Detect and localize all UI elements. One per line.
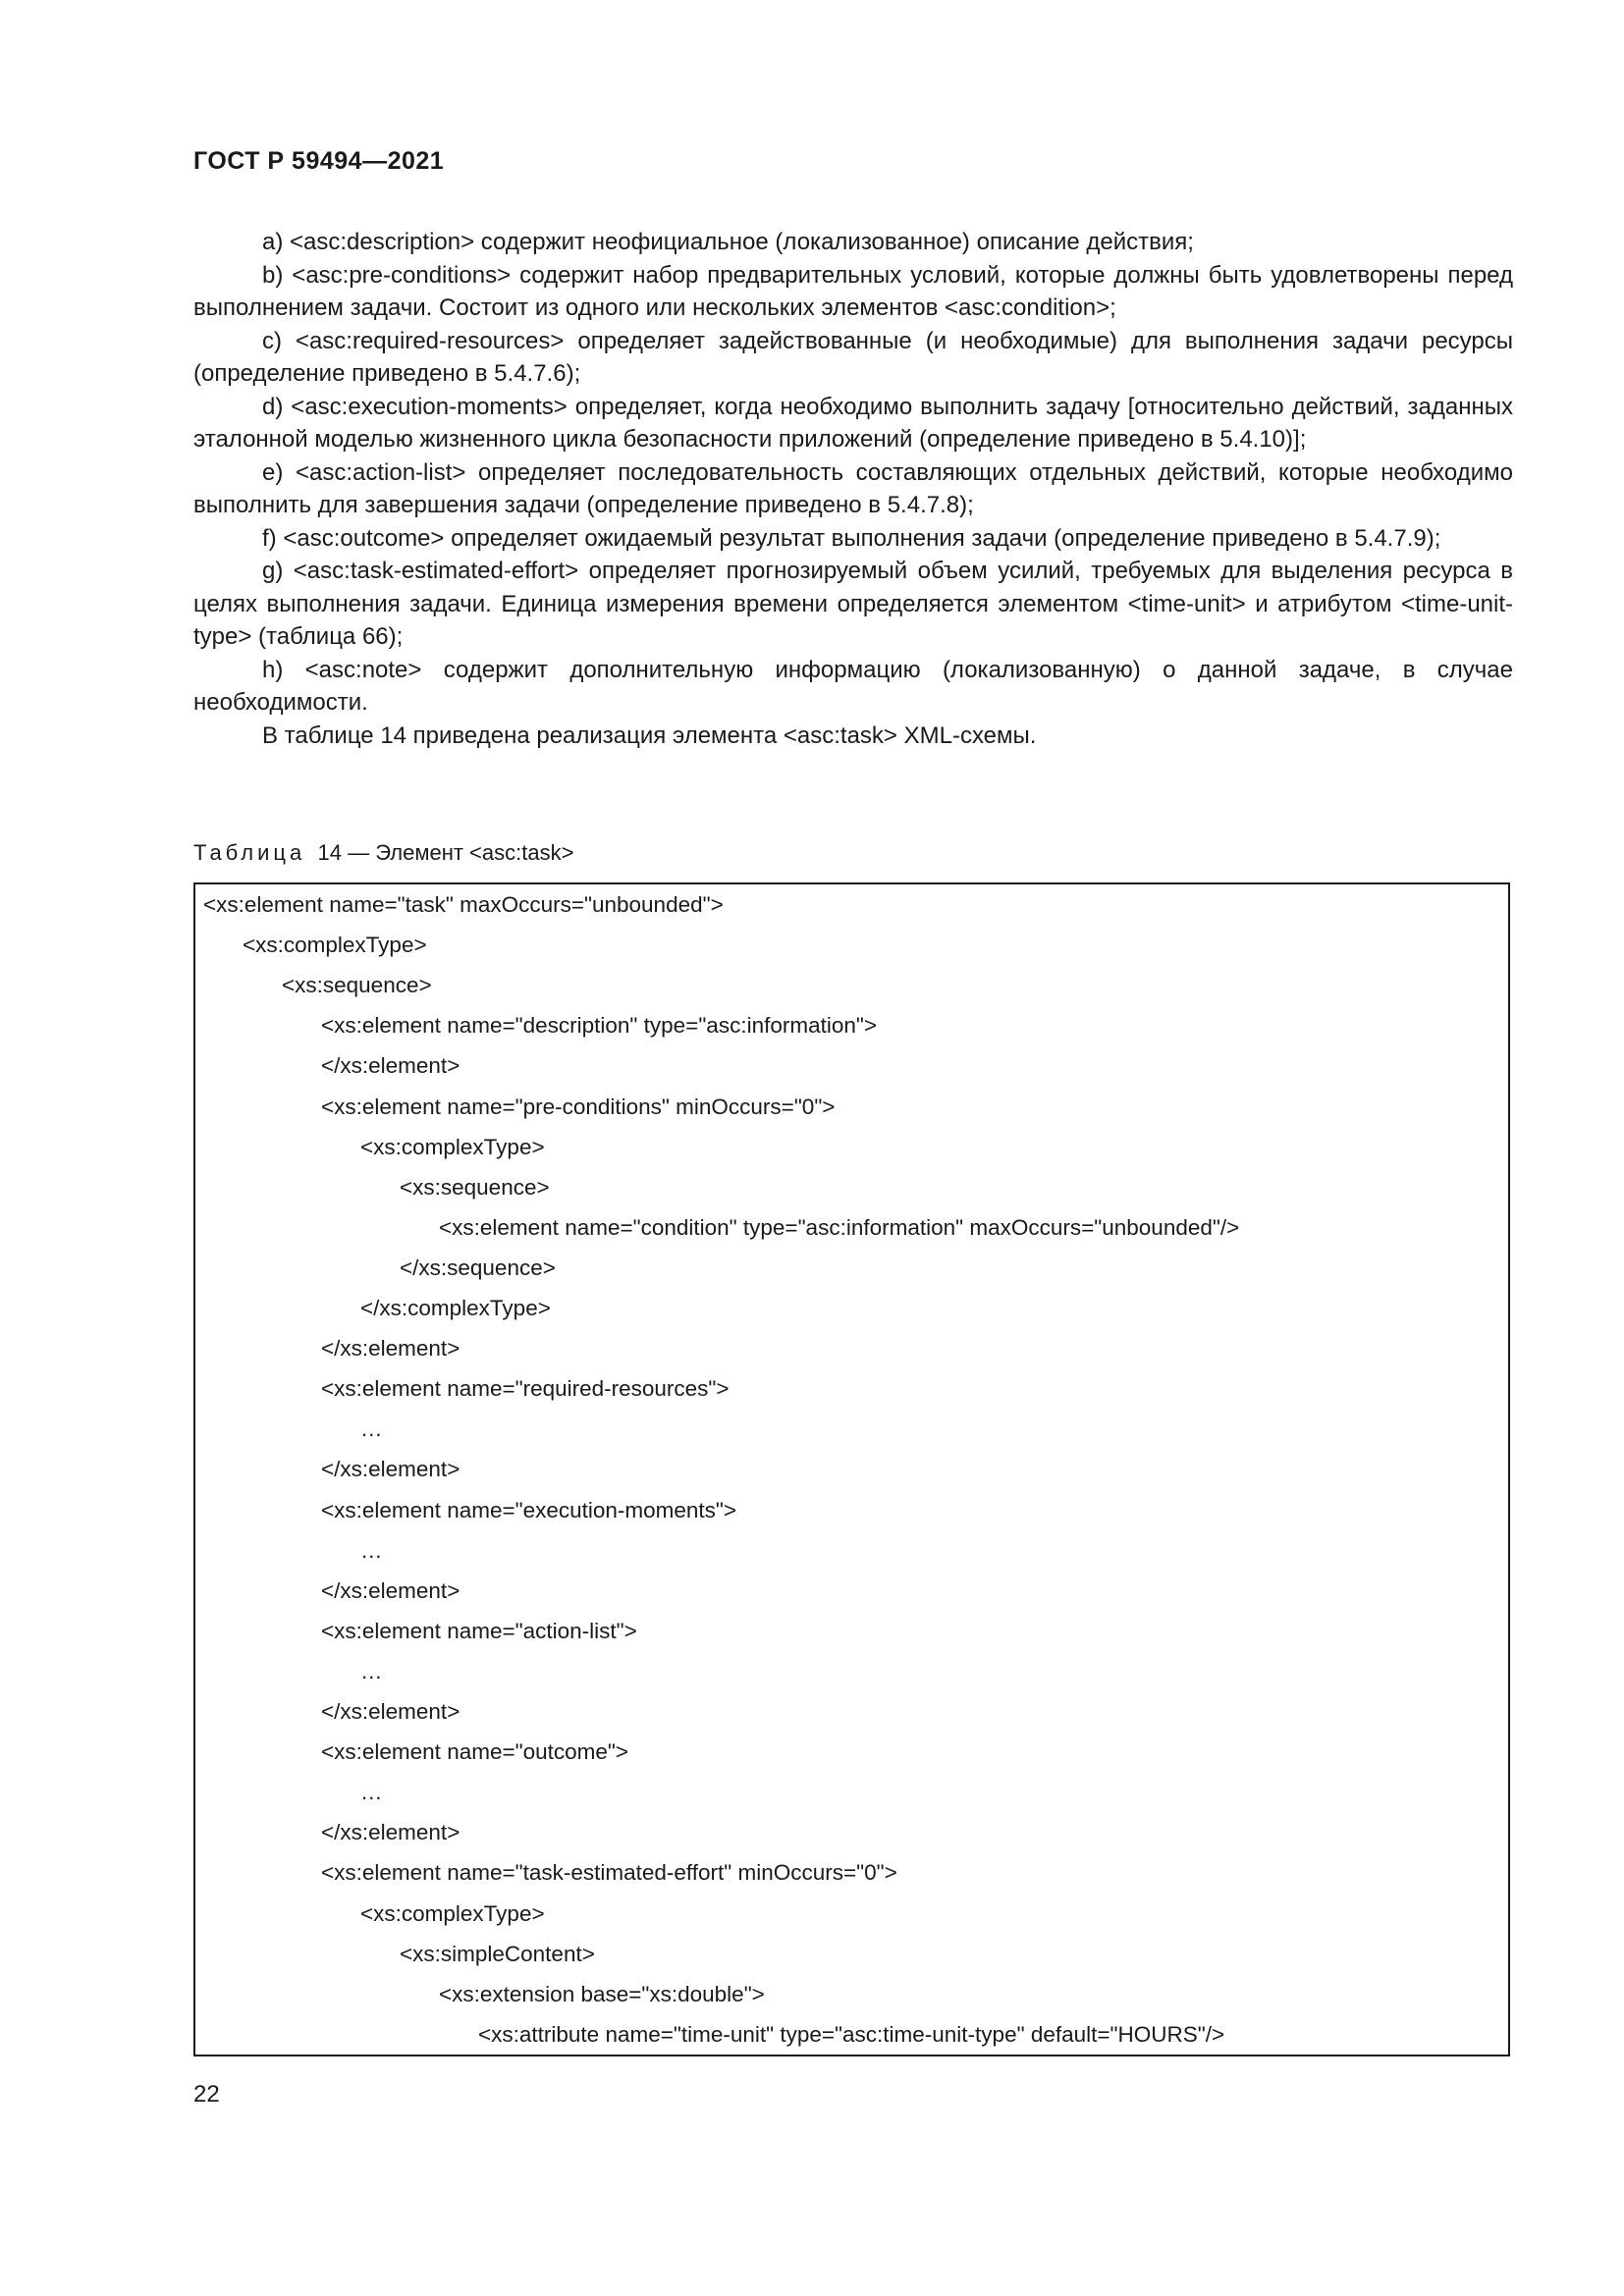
paragraph-g: g) <asc:task-estimated-effort> определяет прогнозируемый объем усилий, требуемых для выделения ресурса в целях выполнения задачи. Единица измерения времени определяется элементом <time-unit> и атрибутом <time-unit-type> (таблица 66); [193,558,1513,650]
paragraph-h: h) <asc:note> содержит дополнительную информацию (локализованную) о данной задаче, в случае необходимости. [193,656,1513,716]
xml-line: </xs:element> [321,1053,460,1079]
xml-line: <xs:simpleContent> [400,1941,595,1966]
xml-line: </xs:element> [321,1820,460,1845]
xml-line: <xs:element name="condition" type="asc:information" maxOccurs="unbounded"/> [439,1214,1240,1240]
xml-line: </xs:element> [321,1577,460,1603]
xml-line: <xs:sequence> [400,1174,550,1200]
xml-line: <xs:element name="task-estimated-effort" minOccurs="0"> [321,1860,897,1886]
xml-line: </xs:sequence> [400,1255,556,1280]
xml-line: <xs:element name="execution-moments"> [321,1497,737,1522]
xml-schema-table [193,882,1510,2056]
paragraph-a: а) <asc:description> содержит неофициальное (локализованное) описание действия; [262,229,1194,255]
table-caption [193,840,573,866]
xml-line: <xs:element name="required-resources"> [321,1376,730,1402]
xml-line: … [360,1658,383,1683]
table-caption-text: 14 — Элемент <asc:task> [317,840,574,865]
body-text [193,226,1513,752]
xml-line: <xs:element name="description" type="asc:information"> [321,1013,877,1039]
xml-line: … [360,1537,383,1563]
xml-line: </xs:element> [321,1457,460,1482]
paragraph-table-intro: В таблице 14 приведена реализация элемента <asc:task> XML-схемы. [262,721,1037,749]
paragraph-b: b) <asc:pre-conditions> содержит набор предварительных условий, которые должны быть удовлетворены перед выполнением задачи. Состоит из одного или нескольких элементов <asc:condition>; [193,261,1513,321]
paragraph-c: с) <asc:required-resources> определяет задействованные (и необходимые) для выполнения задачи ресурсы (определение приведено в 5.4.7.6); [193,327,1513,387]
xml-line: </xs:element> [321,1699,460,1724]
xml-line: <xs:complexType> [360,1900,545,1926]
xml-line: <xs:element name="pre-conditions" minOccurs="0"> [321,1094,836,1119]
xml-line: <xs:element name="task" maxOccurs="unbounded"> [203,892,724,917]
paragraph-e: е) <asc:action-list> определяет последовательность составляющих отдельных действий, которые необходимо выполнить для завершения задачи (определение приведено в 5.4.7.8); [193,458,1513,518]
xml-line: <xs:element name="outcome"> [321,1739,629,1765]
xml-line: … [360,1416,383,1442]
xml-line: <xs:extension base="xs:double"> [439,1981,765,2006]
paragraph-f: f) <asc:outcome> определяет ожидаемый результат выполнения задачи (определение приведено в 5.4.7.9); [262,524,1441,552]
paragraph-d: d) <asc:execution-moments> определяет, когда необходимо выполнить задачу [относительно действий, заданных эталонной моделью жизненного цикла безопасности приложений (определение приведено в 5.4.10)]; [193,393,1513,453]
page-number: 22 [193,2081,220,2108]
xml-line: … [360,1780,383,1805]
xml-line: </xs:element> [321,1336,460,1362]
xml-line: <xs:sequence> [282,973,432,998]
xml-line: <xs:complexType> [243,933,427,958]
document-header: ГОСТ Р 59494—2021 [193,147,445,175]
xml-line: <xs:element name="action-list"> [321,1618,637,1643]
table-caption-prefix: Таблица [193,840,306,865]
xml-line: <xs:complexType> [360,1134,545,1159]
xml-line: </xs:complexType> [360,1296,551,1320]
xml-line: <xs:attribute name="time-unit" type="asc:time-unit-type" default="HOURS"/> [478,2021,1225,2047]
